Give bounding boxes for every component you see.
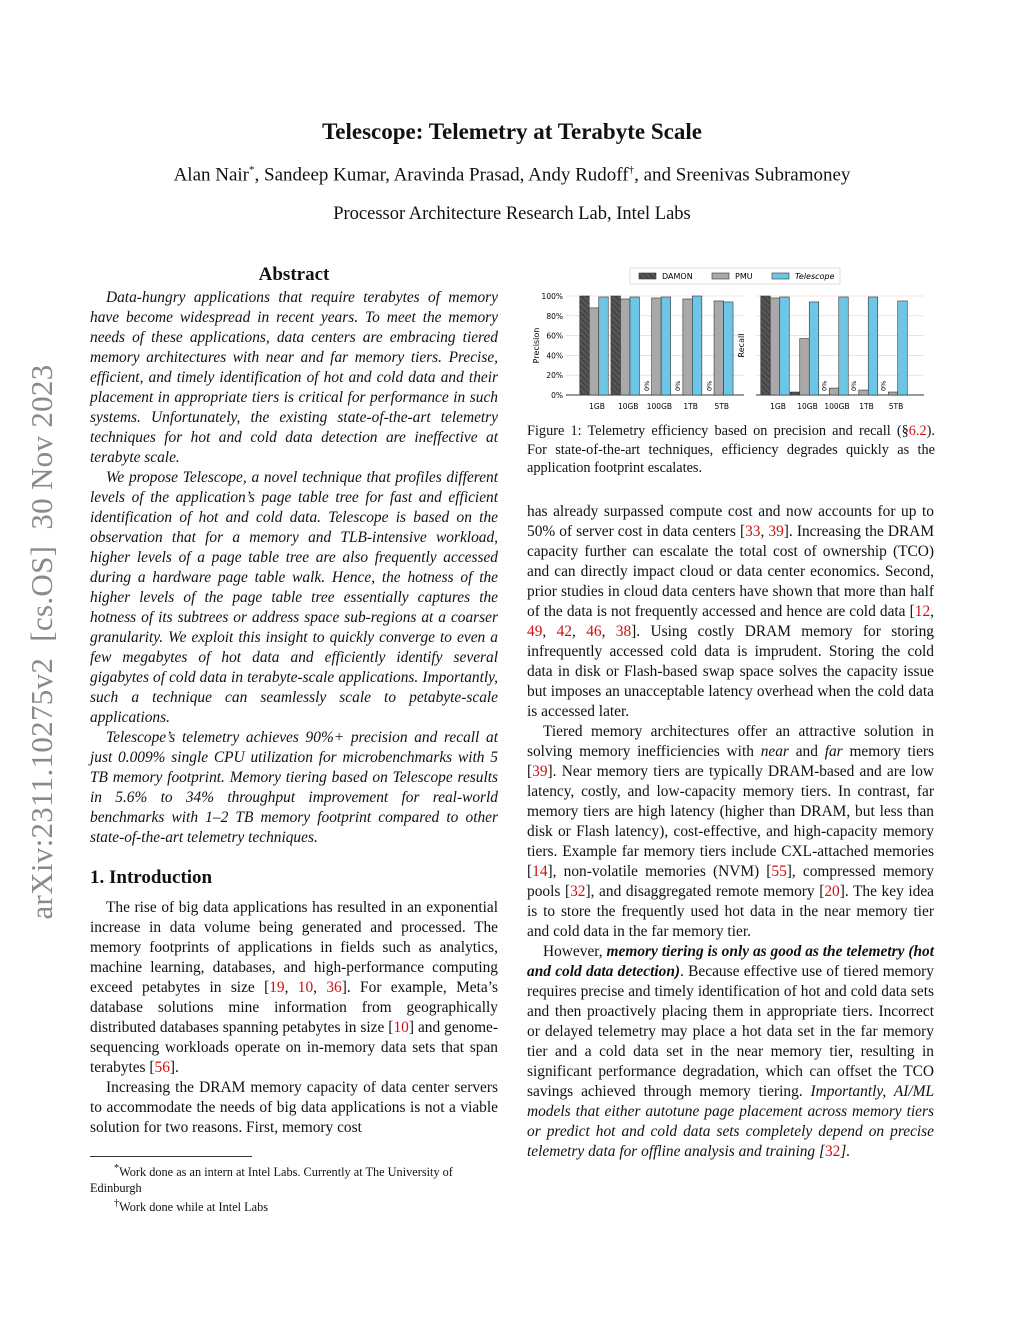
figure-caption bbox=[527, 422, 935, 478]
bar-pmu bbox=[620, 299, 630, 395]
y-tick-label: 100% bbox=[541, 292, 563, 301]
bar-pmu bbox=[829, 388, 839, 395]
text-run: Work done as an intern at Intel Labs. Currently at The University of Edinburgh bbox=[90, 1165, 453, 1196]
text-run: , bbox=[284, 979, 298, 996]
zero-value-label: 0% bbox=[879, 380, 888, 391]
text-run: ]. Near memory tiers are typically DRAM-based and are low latency, costly, and low-capacity memory tiers. In contrast, far memory tiers are high latency (higher than DRAM, but less than disk or Flash latency), cost-effective, and high-capacity memory tiers. Example far memory tiers include CXL-attached memories [ bbox=[527, 763, 934, 880]
bar-pmu bbox=[714, 301, 724, 395]
bar-telescope bbox=[809, 302, 819, 395]
citation-link[interactable]: 39 bbox=[532, 763, 548, 780]
legend-label-telescope: Telescope bbox=[795, 272, 835, 281]
text-run: The rise of big data applications has resulted in an exponential increase in data volume being generated and processed. The memory footprints of applications in fields such as analytics, machine learning, databases, and high-performance computing exceed petabytes in size [ bbox=[90, 899, 498, 996]
citation-link[interactable]: 46 bbox=[586, 623, 602, 640]
left-column bbox=[90, 265, 498, 1138]
citation-link[interactable]: 19 bbox=[269, 979, 285, 996]
text-run: , bbox=[542, 623, 557, 640]
citation-link[interactable]: 36 bbox=[326, 979, 342, 996]
footnote-mark: * bbox=[114, 1163, 120, 1174]
bar-telescope bbox=[599, 297, 609, 395]
text-run: has already surpassed compute cost and now accounts for up to 50% of server cost in data centers [ bbox=[527, 503, 934, 540]
bar-pmu bbox=[888, 392, 898, 395]
citation-link[interactable]: 12 bbox=[914, 603, 931, 620]
text-run: Increasing the DRAM memory capacity of data center servers to accommodate the needs of big data applications is not a viable solution for two reasons. First, memory cost bbox=[90, 1079, 498, 1136]
text-run: Telescope’s telemetry achieves 90%+ precision and recall at just 0.009% single CPU utilization for microbenchmarks with 5 TB memory footprint. Memory tiering based on Telescope results in 5.6% to 34% throughput improvement for real-world benchmarks with 1–2 TB memory footprint compared to other state-of-the-art telemetry techniques. bbox=[90, 729, 498, 846]
text-run: ]. The key idea is to store the frequently used hot data in the near memory tier and cold data in the far memory tier. bbox=[527, 883, 935, 940]
y-axis-label: Recall bbox=[737, 333, 746, 358]
text-run: , bbox=[601, 623, 616, 640]
y-axis-label: Precision bbox=[532, 327, 541, 364]
footnote bbox=[90, 1196, 498, 1215]
citation-link[interactable]: 55 bbox=[771, 863, 787, 880]
x-tick-label: 100GB bbox=[824, 402, 850, 411]
footnote-rule bbox=[90, 1156, 252, 1157]
x-tick-label: 5TB bbox=[888, 402, 904, 411]
text-run: , and Sreenivas Subramoney bbox=[634, 164, 851, 186]
bar-damon bbox=[611, 296, 621, 395]
text-run: ]. bbox=[169, 1059, 179, 1076]
citation-link[interactable]: 56 bbox=[154, 1059, 170, 1076]
text-run: ]. bbox=[840, 1143, 851, 1160]
text-run: and bbox=[788, 743, 825, 760]
bar-telescope bbox=[724, 302, 734, 395]
abstract-paragraph bbox=[90, 468, 498, 728]
text-run: Work done while at Intel Labs bbox=[119, 1200, 269, 1215]
bar-damon bbox=[580, 296, 590, 395]
footnote bbox=[90, 1161, 498, 1196]
abstract-paragraph bbox=[90, 288, 498, 468]
introduction-heading: 1. Introduction bbox=[90, 867, 213, 888]
text-run: ]. Using costly DRAM memory for storing infrequently accessed cold data is imprudent. Storing the cold data in disk or Flash-based swap space solves the capacity issue but imposes an unacceptable latency overhead when the cold data is accessed later. bbox=[527, 623, 934, 720]
y-tick-label: 80% bbox=[546, 311, 563, 321]
text-run: However, bbox=[543, 943, 607, 960]
text-run: ] and genome-sequencing workloads operate on in-memory data sets that span terabytes [ bbox=[90, 1019, 498, 1076]
intro-paragraph bbox=[90, 898, 498, 1078]
citation-link[interactable]: 38 bbox=[615, 623, 632, 640]
footnote-mark: † bbox=[114, 1198, 120, 1210]
text-run: , bbox=[760, 523, 769, 540]
bar-pmu bbox=[589, 308, 599, 395]
legend-label-damon: DAMON bbox=[662, 272, 693, 281]
bar-telescope bbox=[839, 297, 849, 395]
bar-telescope bbox=[868, 297, 878, 395]
citation-link[interactable]: 10 bbox=[297, 979, 314, 996]
text-run: memory tiers [ bbox=[527, 743, 935, 780]
text-run: , bbox=[930, 603, 934, 620]
abstract-heading: Abstract bbox=[258, 264, 330, 285]
x-tick-label: 10GB bbox=[797, 402, 818, 411]
footnote-mark: * bbox=[249, 164, 255, 176]
text-run: , Sandeep Kumar, Aravinda Prasad, Andy Rudoff bbox=[254, 164, 629, 186]
citation-link[interactable]: 49 bbox=[527, 623, 543, 640]
text-run: far bbox=[824, 743, 843, 760]
zero-value-label: 0% bbox=[674, 380, 683, 391]
intro-paragraph bbox=[527, 502, 934, 722]
citation-link[interactable]: 10 bbox=[393, 1019, 409, 1036]
bar-telescope bbox=[630, 297, 640, 395]
right-column bbox=[527, 502, 934, 1162]
text-run: ]. Increasing the DRAM capacity further can escalate the total cost of ownership (TCO) and can directly impact cloud or data center economics. Second, prior studies in cloud data centers have shown that more than half of the data is not frequently accessed and hence are cold data [ bbox=[527, 523, 935, 620]
text-run: We propose Telescope, a novel technique that profiles different levels of the application’s page table tree for fast and efficient identification of hot and cold data. Telescope is based on the observation that for a memory and TLB-intensive workload, higher levels of a page table tree are also frequently accessed during a hardware page table walk. Hence, the hotness of the higher levels of the page table tree essentially captures the hotness of its subtrees or address space sub-regions at a coarser granularity. We exploit this insight to quickly converge to even a few megabytes of hot data and efficiently identify several gigabytes of cold data in terabyte-scale applications. Importantly, such a technique can seamlessly scale to petabyte-scale applications. bbox=[90, 469, 498, 726]
y-tick-label: 40% bbox=[546, 351, 563, 361]
x-tick-label: 100GB bbox=[646, 402, 673, 411]
citation-link[interactable]: 32 bbox=[570, 883, 586, 900]
text-run: ]. For example, Meta’s database solutions mine information from geographically distributed databases spanning petabytes in size [ bbox=[90, 979, 498, 1036]
author-list bbox=[0, 164, 1024, 186]
x-tick-label: 1GB bbox=[770, 402, 786, 411]
citation-link[interactable]: 6.2 bbox=[908, 423, 927, 439]
text-run: . Because effective use of tiered memory requires precise and timely identification of hot and cold data sets and then proactively placing them in appropriate tiers. Incorrect or delayed telemetry may place a hot data set in the far memory tier and a cold data set in the near memory tier, resulting in significant performance degradation, which can offset the TCO savings achieved through memory tiering. bbox=[527, 963, 934, 1100]
x-tick-label: 10GB bbox=[617, 402, 639, 411]
paper-title: Telescope: Telemetry at Terabyte Scale bbox=[322, 119, 702, 144]
footnotes bbox=[90, 1156, 498, 1215]
zero-value-label: 0% bbox=[705, 380, 714, 391]
y-tick-label: 0% bbox=[551, 391, 563, 400]
text-run: , bbox=[313, 979, 327, 996]
text-run: ], non-volatile memories (NVM) [ bbox=[547, 863, 772, 880]
text-run: Figure 1: Telemetry efficiency based on precision and recall (§ bbox=[527, 423, 909, 439]
abstract-paragraph bbox=[90, 728, 498, 848]
citation-link[interactable]: 39 bbox=[768, 523, 784, 540]
x-tick-label: 5TB bbox=[714, 402, 730, 411]
bar-pmu bbox=[770, 298, 780, 395]
legend-swatch-pmu bbox=[712, 273, 729, 279]
legend-swatch-damon bbox=[639, 273, 656, 279]
citation-link[interactable]: 32 bbox=[824, 1143, 841, 1160]
footnote-mark: † bbox=[628, 164, 635, 176]
bar-pmu bbox=[859, 390, 869, 395]
x-tick-label: 1TB bbox=[683, 402, 698, 411]
intro-paragraph bbox=[527, 722, 934, 942]
y-tick-label: 20% bbox=[546, 371, 563, 381]
citation-link[interactable]: 14 bbox=[532, 863, 548, 880]
text-run: Importantly, AI/ML models that either autotune page placement across memory tiers or predict hot and cold data sets completely depend on precise telemetry data for offline analysis and training [ bbox=[527, 1083, 934, 1160]
bar-telescope bbox=[898, 301, 908, 395]
bar-pmu bbox=[800, 339, 810, 395]
figure-1-chart bbox=[527, 265, 937, 415]
bar-pmu bbox=[683, 299, 693, 395]
citation-link[interactable]: 20 bbox=[824, 883, 840, 900]
affiliation: Processor Architecture Research Lab, Intel Labs bbox=[333, 204, 691, 224]
citation-link[interactable]: 42 bbox=[556, 623, 572, 640]
text-run: near bbox=[760, 743, 789, 760]
bar-damon bbox=[761, 296, 771, 395]
bar-pmu bbox=[652, 298, 662, 395]
x-tick-label: 1GB bbox=[589, 402, 605, 411]
y-tick-label: 60% bbox=[546, 331, 563, 341]
citation-link[interactable]: 33 bbox=[745, 523, 761, 540]
text-run: ], compressed memory pools [ bbox=[527, 863, 934, 900]
zero-value-label: 0% bbox=[850, 380, 858, 391]
intro-paragraph bbox=[527, 942, 934, 1162]
bar-telescope bbox=[780, 297, 790, 395]
bar-telescope bbox=[661, 297, 671, 395]
text-run: , bbox=[571, 623, 587, 640]
x-tick-label: 1TB bbox=[859, 402, 874, 411]
text-run: Alan Nair bbox=[173, 164, 250, 186]
text-run: memory tiering is only as good as the telemetry (hot and cold data detection) bbox=[527, 943, 934, 980]
text-run: Tiered memory architectures offer an attractive solution in solving memory inefficiencies with bbox=[527, 723, 934, 760]
text-run: Data-hungry applications that require terabytes of memory have become widespread in recent years. To meet the memory needs of these applications, data centers are embracing tiered memory architectures with near and far memory tiers. Precise, efficient, and timely identification of hot and cold data and their placement in appropriate tiers is critical for performance in such systems. Unfortunately, the existing state-of-the-art telemetry techniques for hot and cold data detection are ineffective at terabyte scale. bbox=[90, 289, 498, 466]
text-run: ], and disaggregated remote memory [ bbox=[585, 883, 825, 900]
zero-value-label: 0% bbox=[642, 380, 651, 391]
bar-telescope bbox=[692, 296, 702, 395]
legend-label-pmu: PMU bbox=[735, 272, 753, 281]
bar-damon bbox=[790, 392, 800, 395]
legend-swatch-telescope bbox=[772, 273, 789, 279]
intro-paragraph bbox=[90, 1078, 498, 1138]
zero-value-label: 0% bbox=[820, 380, 829, 391]
abstract-section bbox=[90, 265, 498, 848]
text-run: ). For state-of-the-art techniques, efficiency degrades quickly as the application footprint escalates. bbox=[527, 423, 935, 476]
arxiv-stamp: arXiv:2311.10275v2 [cs.OS] 30 Nov 2023 bbox=[24, 364, 59, 920]
